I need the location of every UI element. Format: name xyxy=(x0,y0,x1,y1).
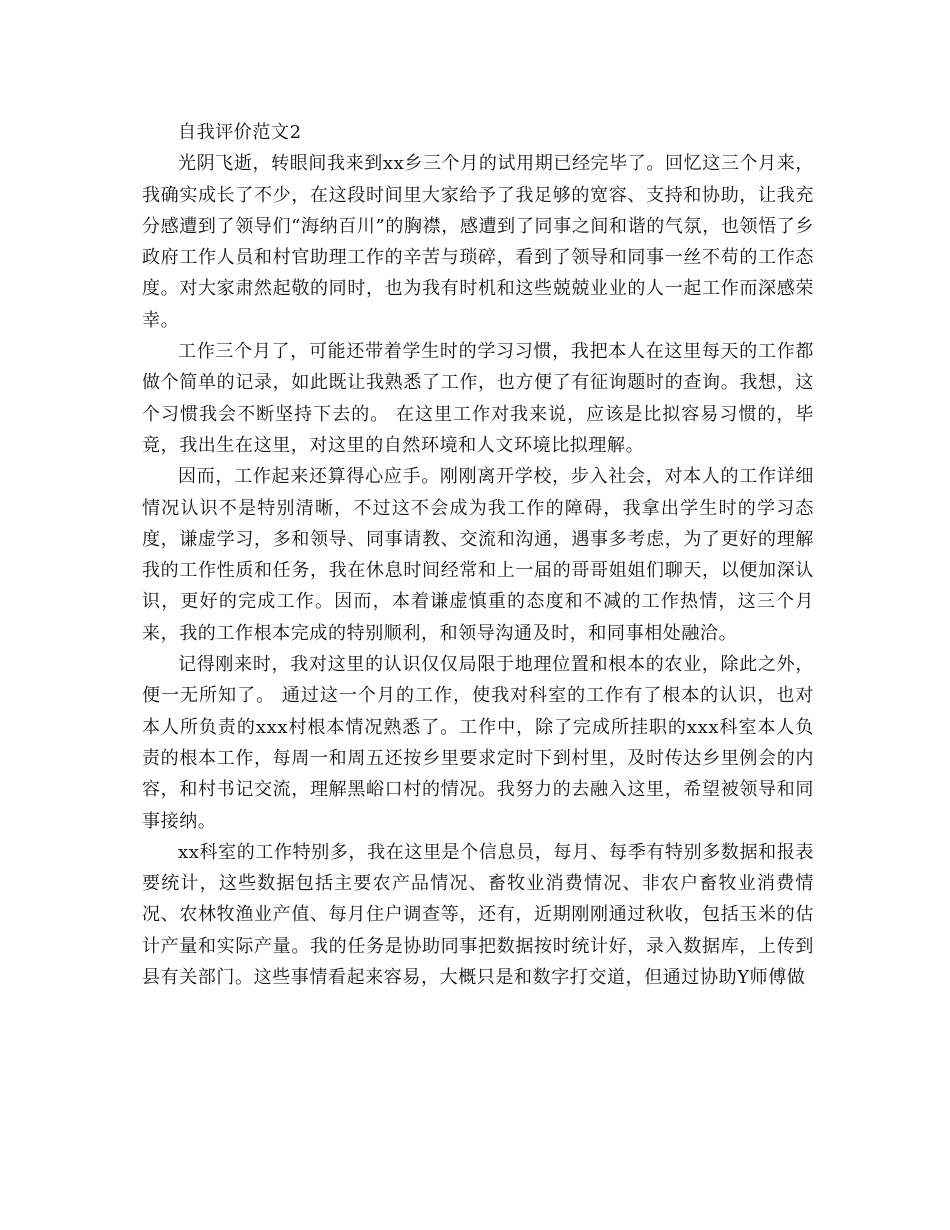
document-body xyxy=(142,117,814,993)
paragraph-2: 工作三个月了，可能还带着学生时的学习习惯，我把本人在这里每天的工作都做个简单的记录，如此既让我熟悉了工作，也方便了有征询题时的查询。我想，这个习惯我会不断坚持下去的。 在这里工作对我来说，应该是比拟容易习惯的，毕竟，我出生在这里，对这里的自然环境和人文环境比拟理解。 xyxy=(142,341,814,456)
paragraph-3: 因而，工作起来还算得心应手。刚刚离开学校，步入社会，对本人的工作详细情况认识不是特别清晰，不过这不会成为我工作的障碍，我拿出学生时的学习态度，谦虚学习，多和领导、同事请教、交流和沟通，遇事多考虑，为了更好的理解我的工作性质和任务，我在休息时间经常和上一届的哥哥姐姐们聊天，以便加深认识，更好的完成工作。因而，本着谦虚慎重的态度和不减的工作热情，这三个月来，我的工作根本完成的特别顺利，和领导沟通及时，和同事相处融洽。 xyxy=(142,466,814,644)
paragraph-4: 记得刚来时，我对这里的认识仅仅局限于地理位置和根本的农业，除此之外，便一无所知了。 通过这一个月的工作，使我对科室的工作有了根本的认识，也对本人所负责的xxx村根本情况熟悉了。工作中，除了完成所挂职的xxx科室本人负责的根本工作，每周一和周五还按乡里要求定时下到村里，及时传达乡里例会的内容，和村书记交流，理解黑峪口村的情况。我努力的去融入这里，希望被领导和同事接纳。 xyxy=(142,654,814,832)
document-title: 自我评价范文2 xyxy=(178,122,302,143)
paragraph-1: 光阴飞逝，转眼间我来到xx乡三个月的试用期已经完毕了。回忆这三个月来，我确实成长了不少，在这段时间里大家给予了我足够的宽容、支持和协助，让我充分感遭到了领导们“海纳百川”的胸襟，感遭到了同事之间和谐的气氛，也领悟了乡政府工作人员和村官助理工作的辛苦与琐碎，看到了领导和同事一丝不苟的工作态度。对大家肃然起敬的同时，也为我有时机和这些兢兢业业的人一起工作而深感荣幸。 xyxy=(142,153,814,331)
paragraph-5: xx科室的工作特别多，我在这里是个信息员，每月、每季有特别多数据和报表要统计，这些数据包括主要农产品情况、畜牧业消费情况、非农户畜牧业消费情况、农林牧渔业产值、每月住户调查等，还有，近期刚刚通过秋收，包括玉米的估计产量和实际产量。我的任务是协助同事把数据按时统计好，录入数据库，上传到县有关部门。这些事情看起来容易，大概只是和数字打交道，但通过协助Y师傅做 xyxy=(142,841,814,989)
